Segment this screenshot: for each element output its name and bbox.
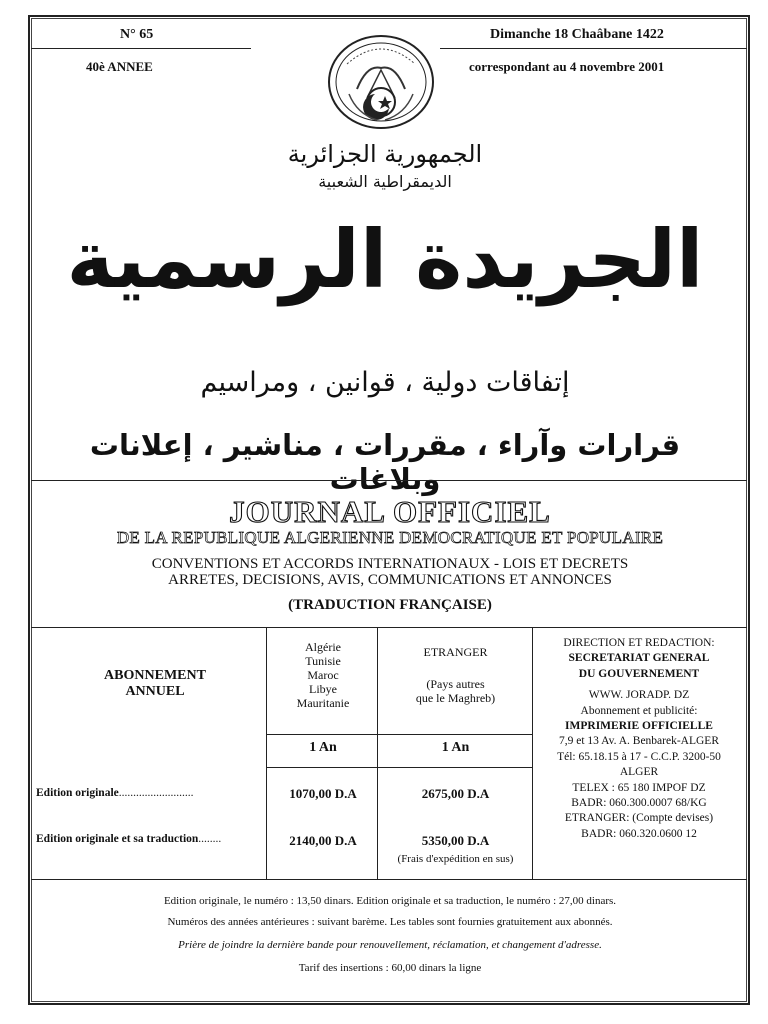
french-republic: DE LA REPUBLIQUE ALGERIENNE DEMOCRATIQUE ET POPULAIRE xyxy=(116,528,664,547)
leader-dots: ........ xyxy=(198,833,222,845)
french-conventions-line2: ARRETES, DECISIONS, AVIS, COMMUNICATIONS ET ANNONCES xyxy=(168,572,612,588)
direction-line: Tél: 65.18.15 à 17 - C.C.P. 3200-50 xyxy=(557,750,721,763)
subscription-label-line1: ABONNEMENT xyxy=(104,668,206,683)
edition-original-text: Edition originale xyxy=(36,787,119,799)
price-original-foreign: 2675,00 D.A xyxy=(421,786,490,801)
edition-translation-text: Edition originale et sa traduction xyxy=(36,833,199,845)
foreign-header: ETRANGER xyxy=(423,645,488,659)
table-row-line-2 xyxy=(266,767,532,768)
foreign-note-line1: (Pays autres xyxy=(426,677,485,691)
price-translation-foreign: 5350,00 D.A xyxy=(421,833,490,848)
direction-block xyxy=(533,636,745,842)
edition-original-label xyxy=(36,787,194,799)
arabic-republic-line2: الديمقراطية الشعبية xyxy=(318,172,452,191)
subscription-label xyxy=(40,668,270,700)
direction-line: SECRETARIAT GENERAL xyxy=(568,652,710,665)
arabic-republic-line1: الجمهورية الجزائرية xyxy=(287,140,483,168)
footer-line1: Edition originale, le numéro : 13,50 dinars. Edition originale et sa traduction, le numéro : 27,00 dinars. xyxy=(163,895,617,907)
header-rule-left xyxy=(31,48,251,49)
direction-line: ETRANGER: (Compte devises) xyxy=(564,812,714,825)
price-translation-local: 2140,00 D.A xyxy=(289,833,357,848)
direction-line: Abonnement et publicité: xyxy=(580,704,698,717)
arabic-subtitle1: إتفاقات دولية ، قوانين ، ومراسيم xyxy=(200,367,570,398)
divider-arabic-french xyxy=(31,480,747,481)
footer-line4: Tarif des insertions : 60,00 dinars la ligne xyxy=(298,962,482,974)
direction-line: DIRECTION ET REDACTION: xyxy=(563,637,715,649)
table-col-line-1 xyxy=(266,627,267,879)
maghreb-countries xyxy=(268,640,378,710)
date-gregorian: correspondant au 4 novembre 2001 xyxy=(469,59,665,74)
country-item: Libye xyxy=(309,682,337,696)
issue-number: N° 65 xyxy=(120,27,154,42)
arabic-title: الجريدة الرسمية xyxy=(66,213,704,306)
divider-table-top xyxy=(31,627,747,628)
direction-line: 7,9 et 13 Av. A. Benbarek-ALGER xyxy=(558,735,719,748)
direction-line: BADR: 060.320.0600 12 xyxy=(581,827,697,840)
table-row-line-1 xyxy=(266,734,532,735)
direction-line: ALGER xyxy=(619,766,659,779)
french-title: JOURNAL OFFICIEL xyxy=(229,494,551,529)
period-local: 1 An xyxy=(309,740,337,755)
french-translation-label: (TRADUCTION FRANÇAISE) xyxy=(288,597,492,613)
country-item: Tunisie xyxy=(305,654,341,668)
country-item: Maroc xyxy=(307,668,339,682)
website-link[interactable]: WWW. JORADP. DZ xyxy=(588,689,690,702)
header-rule-right xyxy=(440,48,747,49)
direction-line: TELEX : 65 180 IMPOF DZ xyxy=(572,781,706,794)
shipping-note: (Frais d'expédition en sus) xyxy=(397,853,514,865)
edition-translation-label xyxy=(36,833,221,845)
direction-line: BADR: 060.300.0007 68/KG xyxy=(571,797,707,810)
direction-line: IMPRIMERIE OFFICIELLE xyxy=(565,720,713,733)
leader-dots: .......................... xyxy=(118,787,194,799)
algeria-emblem-seal xyxy=(327,34,435,130)
date-hijri: Dimanche 18 Chaâbane 1422 xyxy=(490,27,664,42)
foreign-note-line2: que le Maghreb) xyxy=(415,691,496,705)
period-foreign: 1 An xyxy=(441,740,470,755)
subscription-label-line2: ANNUEL xyxy=(125,684,185,699)
country-item: Mauritanie xyxy=(296,696,350,710)
footer-line2: Numéros des années antérieures : suivant barème. Les tables sont fournies gratuitement aux abonnés. xyxy=(167,916,613,928)
price-original-local: 1070,00 D.A xyxy=(289,786,357,801)
foreign-note xyxy=(378,677,533,705)
footer-line3: Prière de joindre la dernière bande pour renouvellement, réclamation, et changement d'adresse. xyxy=(178,939,602,951)
direction-line: DU GOUVERNEMENT xyxy=(578,667,700,680)
arabic-subtitle2: قرارات وآراء ، مقررات ، مناشير ، إعلانات وبلاغات xyxy=(89,428,681,496)
country-item: Algérie xyxy=(305,640,341,654)
year-label: 40è ANNEE xyxy=(86,59,153,74)
divider-table-bottom xyxy=(31,879,747,880)
french-conventions-line1: CONVENTIONS ET ACCORDS INTERNATIONAUX - LOIS ET DECRETS xyxy=(151,556,629,572)
